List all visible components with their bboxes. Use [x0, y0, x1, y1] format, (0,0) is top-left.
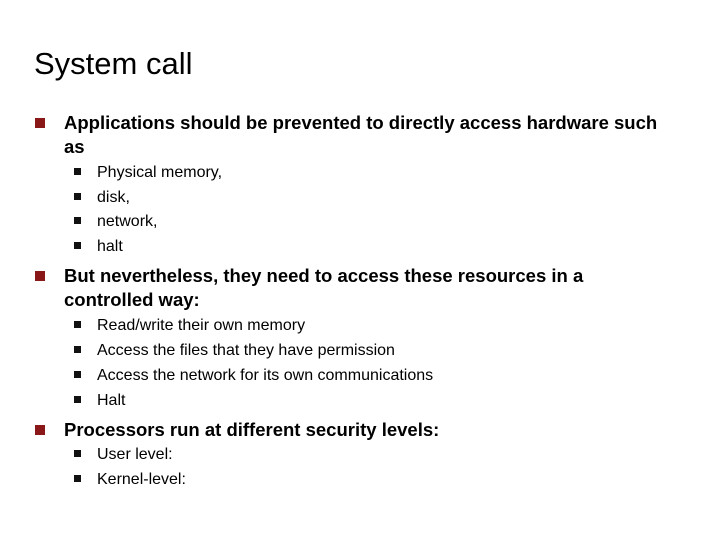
sub-bullet-text: Halt — [97, 392, 126, 409]
sub-bullet-item — [74, 391, 674, 411]
sub-bullet-item — [74, 341, 674, 361]
square-sub-bullet-icon — [74, 371, 81, 378]
square-sub-bullet-icon — [74, 475, 81, 482]
sub-bullet-text: Access the files that they have permission — [97, 342, 395, 359]
sub-bullet-text: Kernel-level: — [97, 471, 186, 488]
square-sub-bullet-icon — [74, 346, 81, 353]
sub-bullet-item — [74, 445, 674, 465]
bullet-item — [34, 111, 674, 159]
sub-bullet-text: Physical memory, — [97, 164, 223, 181]
bullet-text: Processors run at different security levels: — [64, 419, 440, 440]
square-sub-bullet-icon — [74, 396, 81, 403]
square-sub-bullet-icon — [74, 242, 81, 249]
square-bullet-icon — [35, 118, 45, 128]
sub-bullet-text: User level: — [97, 446, 173, 463]
square-sub-bullet-icon — [74, 193, 81, 200]
square-sub-bullet-icon — [74, 450, 81, 457]
bullet-item — [34, 418, 674, 442]
bullet-text: Applications should be prevented to directly access hardware such as — [64, 112, 658, 157]
sub-bullet-text: halt — [97, 238, 123, 255]
sub-bullet-item — [74, 188, 674, 208]
sub-bullet-item — [74, 212, 674, 232]
bullet-text: But nevertheless, they need to access these resources in a controlled way: — [64, 265, 584, 310]
sub-bullet-text: Access the network for its own communications — [97, 367, 434, 384]
sub-bullet-item — [74, 237, 674, 257]
sub-bullet-text: disk, — [97, 189, 130, 206]
sub-bullet-text: Read/write their own memory — [97, 317, 306, 334]
sub-bullet-item — [74, 470, 674, 490]
sub-bullet-item — [74, 366, 674, 386]
sub-bullet-text: network, — [97, 213, 158, 230]
sub-bullet-item — [74, 163, 674, 183]
sub-bullet-item — [74, 316, 674, 336]
square-sub-bullet-icon — [74, 321, 81, 328]
bullet-item — [34, 264, 674, 312]
square-bullet-icon — [35, 271, 45, 281]
square-sub-bullet-icon — [74, 168, 81, 175]
square-sub-bullet-icon — [74, 217, 81, 224]
square-bullet-icon — [35, 425, 45, 435]
slide-title: System call — [34, 46, 193, 81]
